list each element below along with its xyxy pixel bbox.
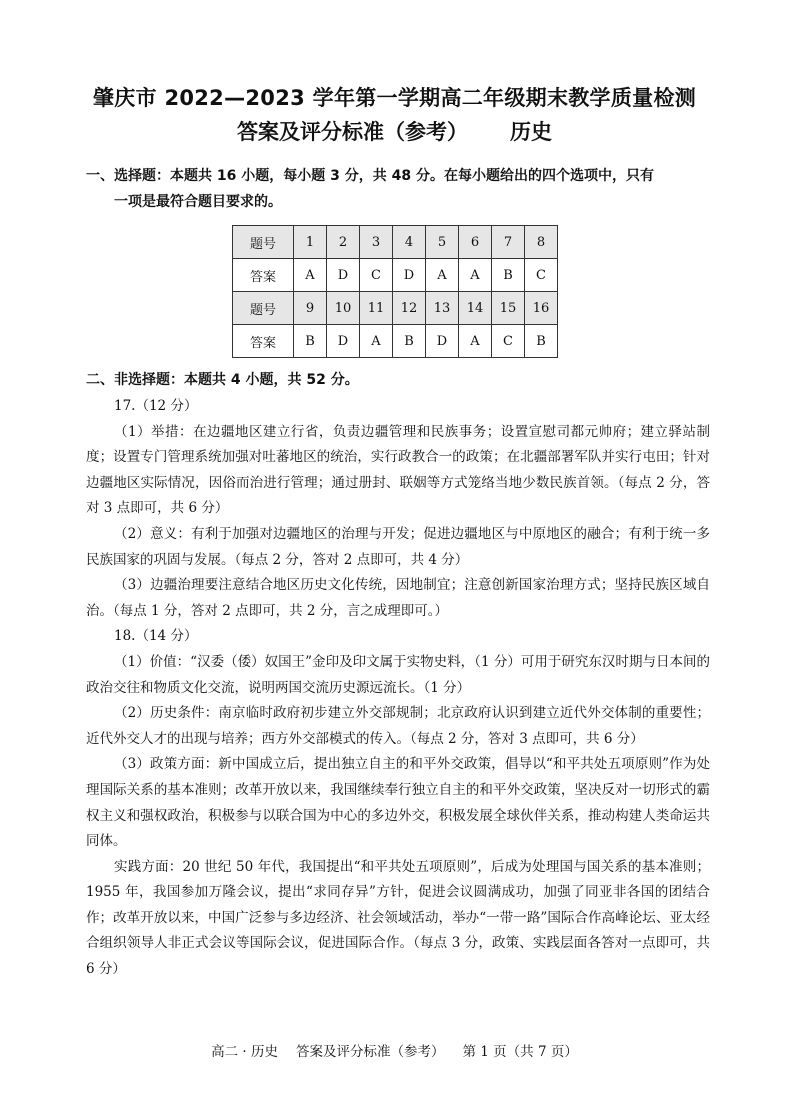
table-cell: A: [294, 259, 327, 292]
table-cell: 4: [393, 226, 426, 259]
table-cell: 11: [360, 292, 393, 325]
table-cell: 10: [327, 292, 360, 325]
table-cell: D: [393, 259, 426, 292]
footer-doc-title: 答案及评分标准（参考）: [296, 1044, 445, 1060]
table-row: [233, 292, 558, 325]
table-cell: D: [327, 325, 360, 358]
table-cell: D: [426, 325, 459, 358]
table-cell: A: [459, 259, 492, 292]
answer-paragraph: （3）政策方面：新中国成立后，提出独立自主的和平外交政策，倡导以“和平共处五项原则”作为处理国际关系的基本准则；改革开放以来，我国继续奉行独立自主的和平外交政策，坚决反对一切形式的霸权主义和强权政治，积极参与以联合国为中心的多边外交，积极发展全球伙伴关系，推动构建人类命运共同体。: [86, 756, 710, 850]
table-cell: B: [492, 259, 525, 292]
table-cell: 题号: [233, 292, 294, 325]
table-cell: 8: [525, 226, 558, 259]
subtitle-subject: 历史: [510, 120, 552, 144]
table-row: [233, 226, 558, 259]
table-cell: 16: [525, 292, 558, 325]
document-subtitle: [0, 116, 789, 146]
section-1-line1: 一、选择题：本题共 16 小题，每小题 3 分，共 48 分。在每小题给出的四个选项中，只有: [86, 168, 654, 184]
question-18-heading: 18.（14 分）: [114, 628, 198, 645]
table-cell: C: [360, 259, 393, 292]
table-cell: 3: [360, 226, 393, 259]
page-footer: [0, 1040, 789, 1060]
table-cell: 题号: [233, 226, 294, 259]
table-cell: B: [525, 325, 558, 358]
table-cell: 7: [492, 226, 525, 259]
table-cell: 9: [294, 292, 327, 325]
answer-paragraph: （3）边疆治理要注意结合地区历史文化传统，因地制宜；注意创新国家治理方式；坚持民族区域自治。（每点 1 分，答对 2 点即可，共 2 分，言之成理即可。）: [86, 577, 710, 619]
table-cell: A: [459, 325, 492, 358]
section-1-heading: [86, 163, 716, 215]
table-cell: B: [294, 325, 327, 358]
table-cell: A: [426, 259, 459, 292]
footer-page-number: 第 1 页（共 7 页）: [462, 1044, 578, 1060]
answer-table: [232, 225, 558, 358]
answer-body: [86, 394, 710, 983]
subtitle-main: 答案及评分标准（参考）: [237, 120, 468, 144]
table-cell: 6: [459, 226, 492, 259]
table-cell: 5: [426, 226, 459, 259]
answer-paragraph: （2）意义：有利于加强对边疆地区的治理与开发；促进边疆地区与中原地区的融合；有利于统一多民族国家的巩固与发展。（每点 2 分，答对 2 点即可，共 4 分）: [86, 525, 710, 568]
table-cell: 答案: [233, 325, 294, 358]
answer-paragraph: （1）价值：“汉委（倭）奴国王”金印及印文属于实物史料，（1 分）可用于研究东汉时期与日本间的政治交往和物质文化交流，说明两国交流历史源远流长。（1 分）: [86, 653, 710, 696]
table-cell: 2: [327, 226, 360, 259]
section-2-heading: 二、非选择题：本题共 4 小题，共 52 分。: [86, 372, 359, 388]
table-cell: 答案: [233, 259, 294, 292]
table-cell: B: [393, 325, 426, 358]
question-17-heading: 17.（12 分）: [114, 398, 198, 414]
section-1-line2: 一项是最符合题目要求的。: [114, 194, 282, 210]
table-cell: C: [492, 325, 525, 358]
table-cell: 12: [393, 292, 426, 325]
footer-subject: 高二 · 历史: [211, 1044, 279, 1060]
table-cell: 14: [459, 292, 492, 325]
table-cell: 15: [492, 292, 525, 325]
table-cell: 13: [426, 292, 459, 325]
answer-paragraph: （2）历史条件：南京临时政府初步建立外交部规制；北京政府认识到建立近代外交体制的重要性；近代外交人才的出现与培养；西方外交部模式的传入。（每点 2 分，答对 3 点即可，共 6 分）: [86, 705, 710, 747]
table-row: [233, 325, 558, 358]
table-cell: A: [360, 325, 393, 358]
answer-paragraph: （1）举措：在边疆地区建立行省，负责边疆管理和民族事务；设置宣慰司都元帅府；建立驿站制度；设置专门管理系统加强对吐蕃地区的统治，实行政教合一的政策；在北疆部署军队并实行屯田；针对边疆地区实际情况，因俗而治进行管理；通过册封、联姻等方式笼络当地少数民族首领。（每点 2 分，答对 3 点即可，共 6 分）: [86, 423, 710, 517]
table-cell: 1: [294, 226, 327, 259]
table-cell: C: [525, 259, 558, 292]
document-title: 肇庆市 2022—2023 学年第一学期高二年级期末教学质量检测: [92, 86, 697, 110]
table-cell: D: [327, 259, 360, 292]
table-row: [233, 259, 558, 292]
answer-paragraph: 实践方面：20 世纪 50 年代，我国提出“和平共处五项原则”，后成为处理国与国关系的基本准则；1955 年，我国参加万隆会议，提出“求同存异”方针，促进会议圆满成功，加强了同亚非各国的团结合作；改革开放以来，中国广泛参与多边经济、社会领域活动，举办“一带一路”国际合作高峰论坛、亚太经合组织领导人非正式会议等国际会议，促进国际合作。（每点 3 分，政策、实践层面各答对一点即可，共 6 分）: [86, 858, 710, 978]
